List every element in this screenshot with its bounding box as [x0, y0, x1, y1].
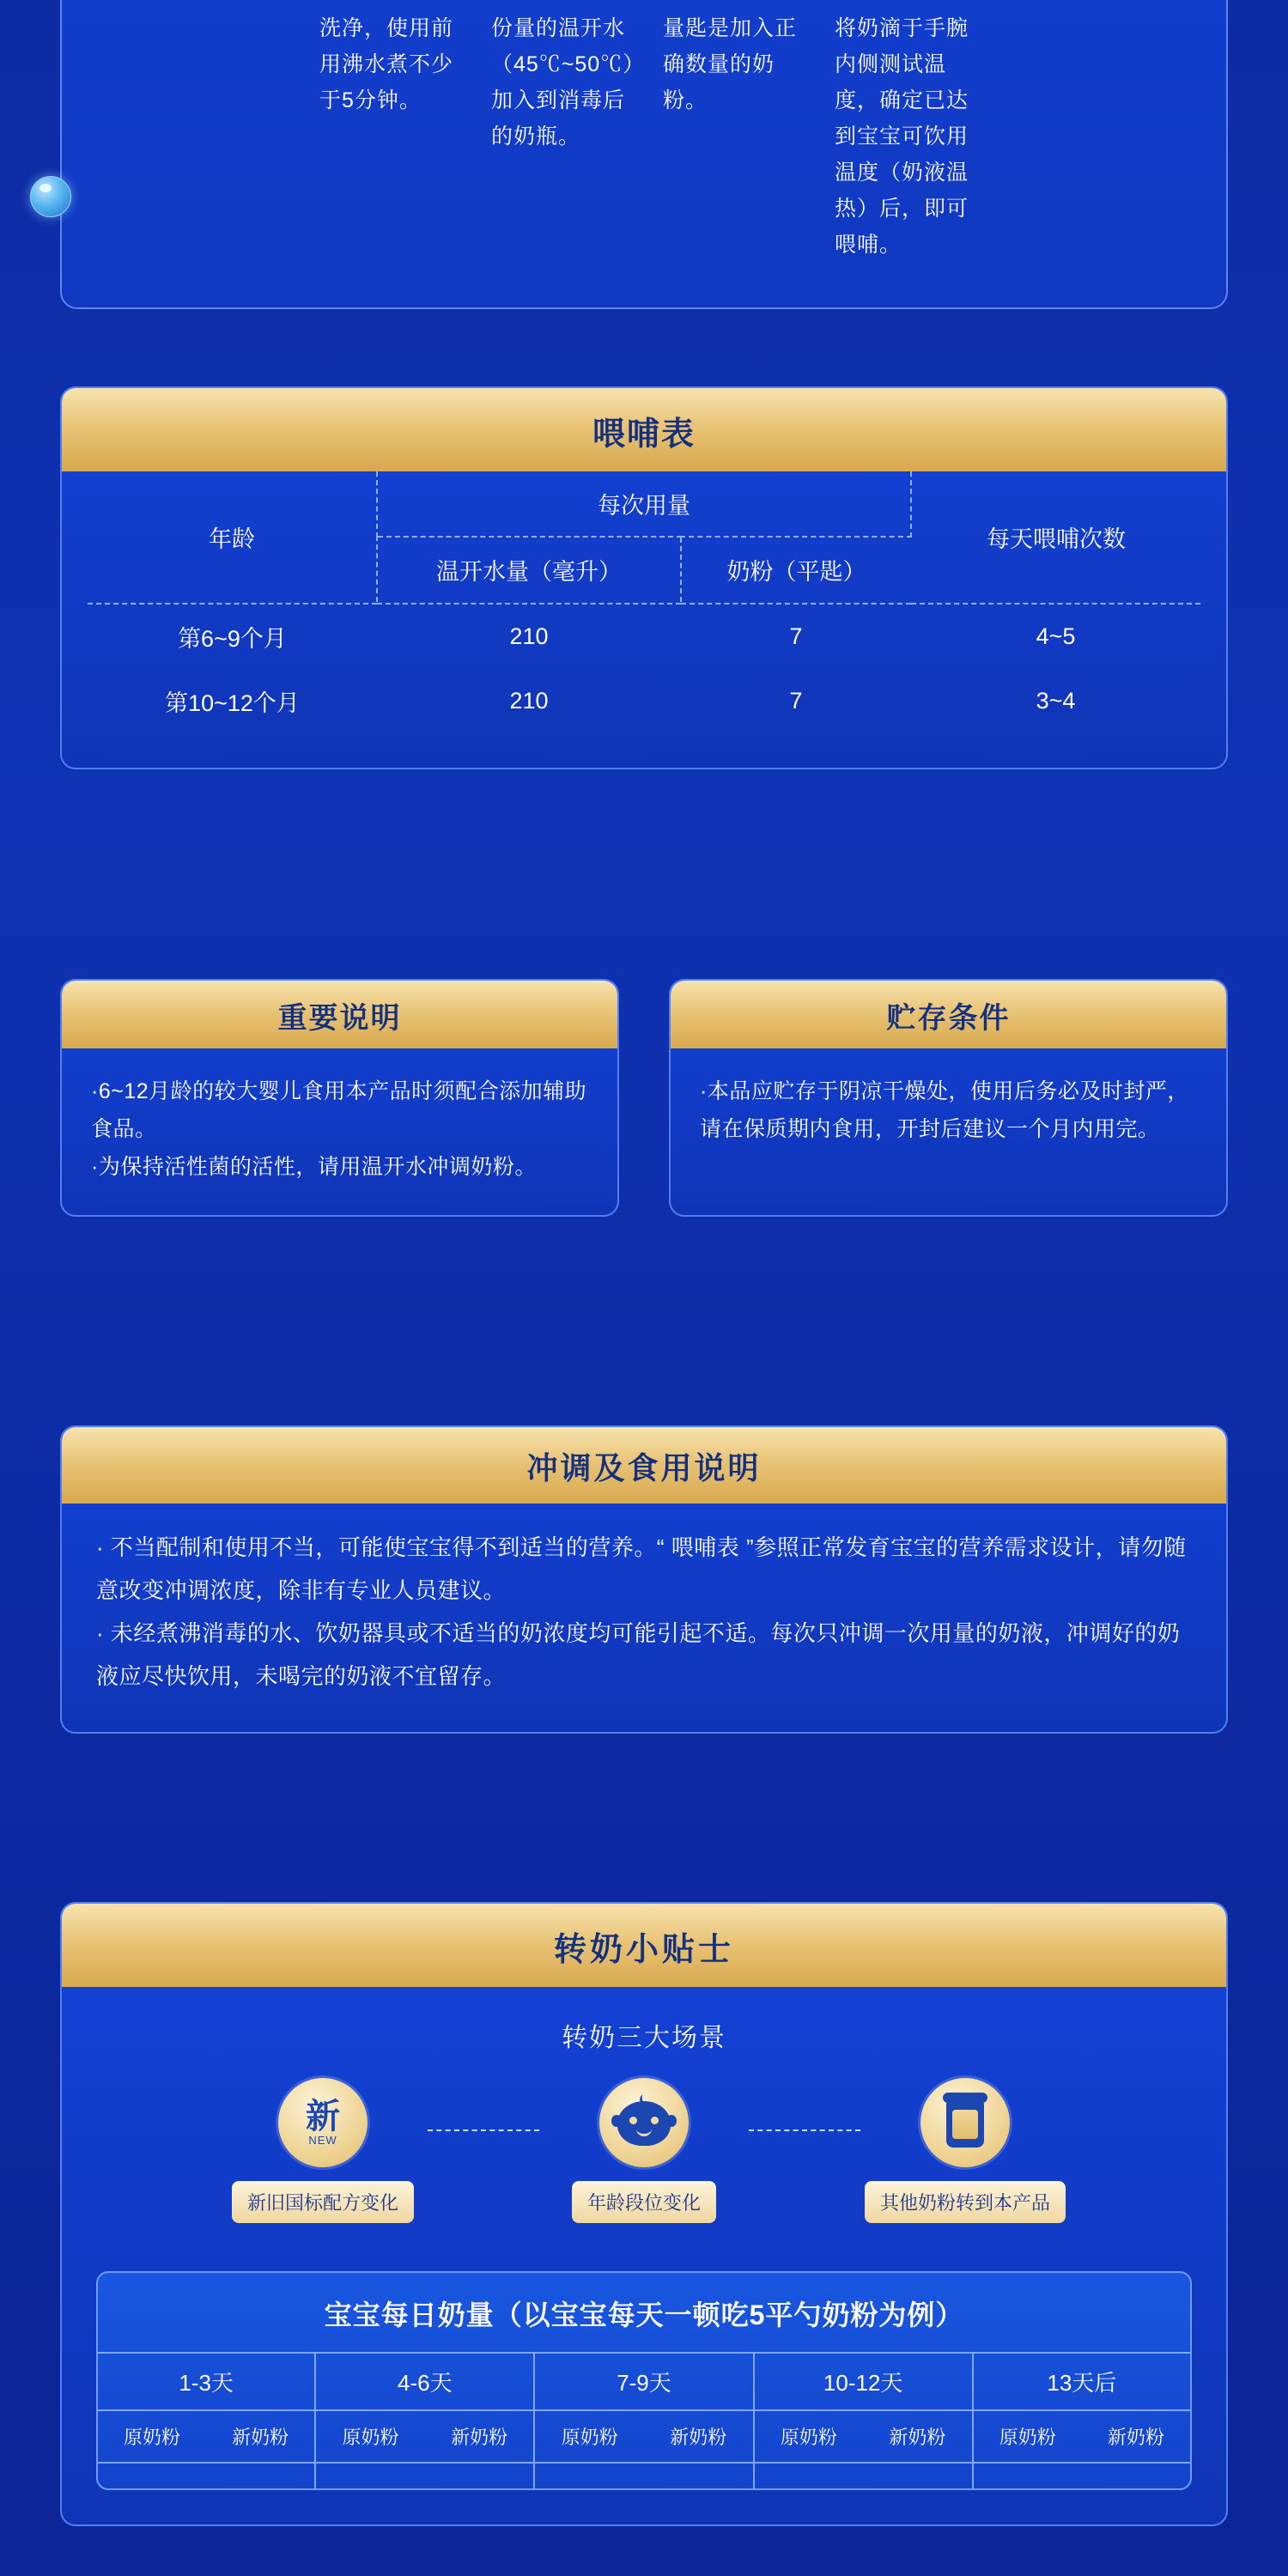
daily-col-3: 7-9天 — [534, 2353, 753, 2410]
preparation-title: 冲调及食用说明 — [62, 1427, 1226, 1504]
daily-sub-4 — [754, 2410, 973, 2463]
daily-col-1: 1-3天 — [98, 2353, 315, 2410]
feeding-row-1-age: 第6~9个月 — [178, 626, 287, 652]
daily-sub-5-new: 新奶粉 — [1107, 2427, 1164, 2448]
daily-col-2: 4-6天 — [315, 2353, 534, 2410]
transfer-tips-panel — [60, 1902, 1228, 2526]
daily-sub-3-old: 原奶粉 — [561, 2427, 618, 2448]
daily-sub-2 — [315, 2410, 534, 2463]
daily-sub-2-new: 新奶粉 — [451, 2427, 508, 2448]
transfer-scene-3 — [854, 2078, 1077, 2223]
feeding-row-2-age: 第10~12个月 — [165, 690, 300, 716]
feeding-row-1-times: 4~5 — [1036, 623, 1076, 649]
daily-sub-3-new: 新奶粉 — [670, 2427, 727, 2448]
scene-connector-1 — [428, 2129, 539, 2131]
important-note-panel — [60, 979, 619, 1217]
daily-col-5: 13天后 — [973, 2353, 1190, 2410]
storage-panel — [669, 979, 1228, 1217]
daily-milk-panel — [96, 2271, 1192, 2490]
transfer-scene-2 — [532, 2078, 756, 2223]
important-note-line-2: ·为保持活性菌的活性，请用温开水冲调奶粉。 — [91, 1155, 537, 1179]
daily-sub-3 — [534, 2410, 753, 2463]
transfer-scene-2-label: 年龄段位变化 — [572, 2181, 716, 2223]
daily-sub-1-old: 原奶粉 — [124, 2427, 181, 2448]
preparation-step-3: 量匙是加入正确数量的奶粉。 — [663, 16, 798, 112]
important-note-body — [62, 1048, 617, 1215]
important-note-title: 重要说明 — [62, 981, 617, 1048]
feeding-row-2-times: 3~4 — [1036, 688, 1076, 714]
transfer-scene-1 — [211, 2078, 434, 2223]
table-row — [98, 2410, 1190, 2463]
feeding-header-age: 年龄 — [88, 471, 377, 602]
table-row — [88, 604, 1200, 669]
scene-connector-2 — [749, 2129, 860, 2131]
daily-milk-table — [98, 2352, 1190, 2488]
preparation-body — [62, 1504, 1226, 1732]
daily-milk-title: 宝宝每日奶量（以宝宝每天一顿吃5平勺奶粉为例） — [324, 2300, 964, 2330]
table-row — [98, 2463, 1190, 2488]
feeding-row-2-water: 210 — [509, 688, 549, 714]
important-note-line-1: ·6~12月龄的较大婴儿食用本产品时须配合添加辅助食品。 — [91, 1079, 587, 1141]
storage-body — [671, 1048, 1226, 1177]
daily-empty-4 — [754, 2463, 973, 2488]
transfer-scene-1-label: 新旧国标配方变化 — [232, 2181, 414, 2223]
feeding-table-panel — [60, 386, 1228, 769]
feeding-header-times: 每天喂哺次数 — [987, 526, 1126, 552]
preparation-steps-box — [60, 0, 1228, 309]
daily-empty-1 — [98, 2463, 315, 2488]
table-row — [98, 2353, 1190, 2410]
daily-sub-5-old: 原奶粉 — [999, 2427, 1056, 2448]
preparation-line-1: · 不当配制和使用不当，可能使宝宝得不到适当的营养。“ 喂哺表 ”参照正常发育宝宝的营养需求设计，请勿随意改变冲调浓度，除非有专业人员建议。 — [96, 1534, 1187, 1603]
daily-col-4: 10-12天 — [754, 2353, 973, 2410]
daily-sub-4-new: 新奶粉 — [889, 2427, 946, 2448]
feeding-header-per-feed: 每次用量 — [377, 471, 911, 537]
preparation-line-2: · 未经煮沸消毒的水、饮奶器具或不适当的奶浓度均可能引起不适。每次只冲调一次用量的奶液，冲调好的奶液应尽快饮用，未喝完的奶液不宜留存。 — [96, 1620, 1181, 1689]
daily-empty-5 — [973, 2463, 1190, 2488]
storage-line-1: ·本品应贮存于阴凉干燥处，使用后务必及时封严，请在保质期内食用，开封后建议一个月内用完。 — [700, 1079, 1189, 1141]
storage-title: 贮存条件 — [671, 981, 1226, 1048]
preparation-step-4: 将奶滴于手腕内侧测试温度，确定已达到宝宝可饮用温度（奶液温热）后，即可喂哺。 — [835, 16, 969, 257]
transfer-scene-3-label: 其他奶粉转到本产品 — [865, 2181, 1066, 2223]
daily-empty-3 — [534, 2463, 753, 2488]
transfer-scenes — [62, 2063, 1226, 2232]
new-badge-icon — [278, 2078, 368, 2167]
feeding-table — [88, 471, 1200, 733]
feeding-header-water: 温开水量（毫升） — [377, 537, 681, 602]
daily-sub-1-new: 新奶粉 — [232, 2427, 289, 2448]
new-badge-cn: 新 — [306, 2097, 340, 2136]
feeding-row-2-powder: 7 — [789, 688, 803, 714]
daily-empty-2 — [315, 2463, 534, 2488]
preparation-step-1: 洗净，使用前用沸水煮不少于5分钟。 — [319, 16, 454, 112]
feeding-header-powder: 奶粉（平匙） — [726, 559, 866, 585]
daily-sub-4-old: 原奶粉 — [780, 2427, 837, 2448]
feeding-table-header-row-1 — [88, 471, 1200, 537]
feeding-table-body — [62, 471, 1226, 768]
feeding-table-title: 喂哺表 — [62, 388, 1226, 471]
preparation-step-2: 份量的温开水（45℃~50℃）加入到消毒后的奶瓶。 — [491, 16, 635, 149]
feeding-row-1-powder: 7 — [789, 623, 803, 649]
daily-sub-1 — [98, 2410, 315, 2463]
transfer-tips-subtitle: 转奶三大场景 — [562, 2024, 726, 2052]
bubble-decoration-icon — [30, 176, 71, 217]
feeding-row-1-water: 210 — [509, 623, 549, 649]
notes-panels — [60, 979, 1228, 1217]
table-row — [88, 669, 1200, 733]
baby-face-icon — [599, 2078, 689, 2167]
preparation-panel — [60, 1425, 1228, 1734]
transfer-tips-title: 转奶小贴士 — [62, 1904, 1226, 1987]
preparation-steps-columns — [319, 10, 1281, 263]
daily-sub-2-old: 原奶粉 — [342, 2427, 399, 2448]
daily-sub-5 — [973, 2410, 1190, 2463]
new-badge-en: NEW — [308, 2133, 337, 2147]
milk-can-icon — [920, 2078, 1010, 2167]
